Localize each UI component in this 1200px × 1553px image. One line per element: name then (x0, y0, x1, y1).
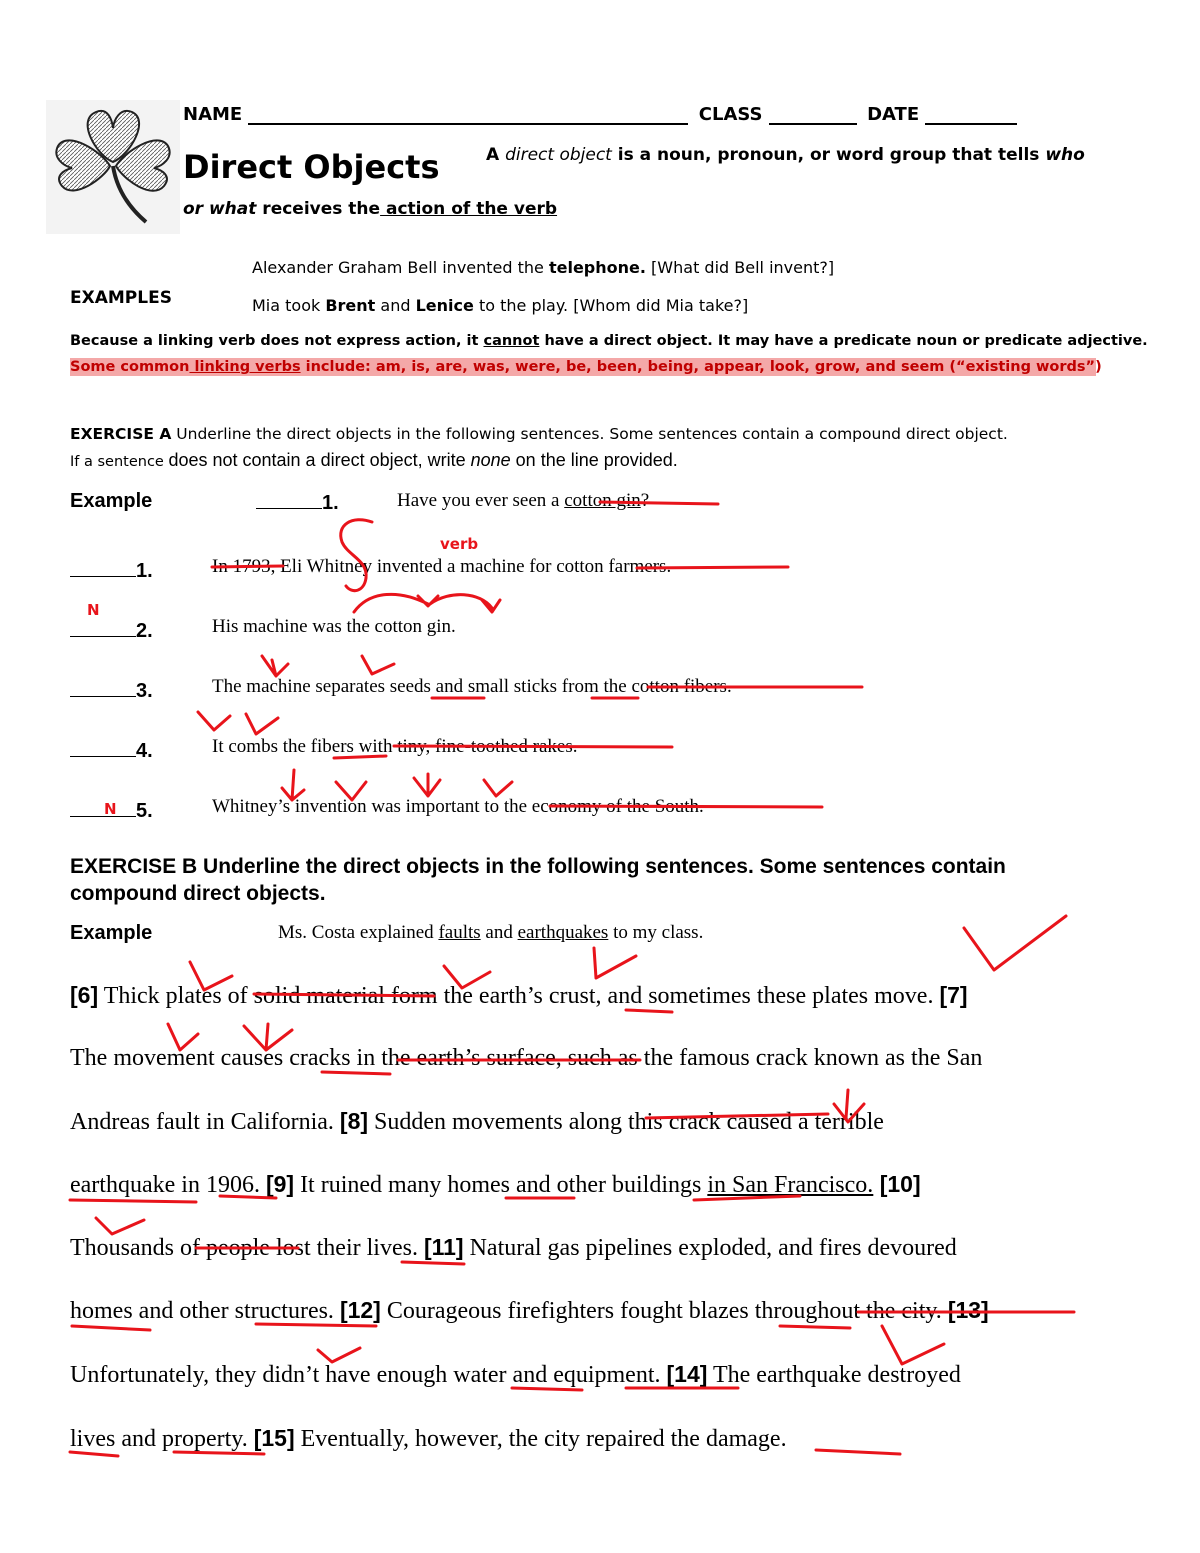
answer-blank[interactable] (70, 678, 136, 697)
exercise-b-instructions: EXERCISE B Underline the direct objects in the following sentences. Some sentences contain (70, 855, 1006, 878)
date-field[interactable] (925, 123, 1017, 125)
paragraph-line-7: Unfortunately, they didn’t have enough water and equipment. [14] The earthquake destroyed (70, 1361, 961, 1388)
exercise-a-example-label: Example (70, 490, 153, 512)
item-1-number: 1. (70, 558, 153, 583)
linking-rule: Because a linking verb does not express action, it cannot have a direct object. It may have a predicate noun or predicate adjective. (70, 333, 1148, 349)
examples-label: EXAMPLES (70, 288, 172, 308)
answer-blank[interactable] (70, 618, 136, 637)
example-2: Mia took Brent and Lenice to the play. [Whom did Mia take?] (252, 296, 749, 315)
definition-line-1: A direct object is a noun, pronoun, or word group that tells who (486, 145, 1085, 165)
underline-mark (322, 1072, 390, 1074)
class-label: CLASS (698, 104, 763, 125)
item-2-sentence: His machine was the cotton gin. (212, 616, 456, 637)
date-label: DATE (867, 104, 920, 125)
underline-mark (402, 1262, 464, 1264)
underline-mark (780, 1326, 850, 1328)
verb-annotation: verb (440, 535, 479, 553)
underline-mark (72, 1326, 150, 1330)
definition-line-2: or what receives the action of the verb (183, 199, 558, 219)
arrow-mark (262, 656, 288, 676)
exercise-a-example-number: 1. (256, 490, 339, 515)
item-3-number: 3. (70, 678, 153, 703)
shamrock-icon (46, 100, 180, 234)
item-4-number: 4. (70, 738, 153, 763)
arrow-mark (484, 780, 512, 796)
arrow-mark (96, 1218, 144, 1234)
example-answer-blank (256, 490, 322, 509)
answer-blank[interactable] (70, 558, 136, 577)
exercise-b-example-sentence: Ms. Costa explained faults and earthquakes to my class. (278, 922, 704, 943)
paragraph-line-5: Thousands of people lost their lives. [11] Natural gas pipelines exploded, and fires devoured (70, 1234, 957, 1261)
arrow-mark (318, 1348, 360, 1362)
item-5-answer: N (104, 800, 117, 818)
underline-mark (626, 1010, 672, 1012)
exercise-a-instructions-2: If a sentence does not contain a direct object, write none on the line provided. (70, 450, 678, 470)
example-1: Alexander Graham Bell invented the telephone. [What did Bell invent?] (252, 258, 835, 277)
exercise-a-instructions: EXERCISE A Underline the direct objects in the following sentences. Some sentences contain a compound direct object. (70, 425, 1008, 443)
item-1-sentence: In 1793, Eli Whitney invented a machine for cotton farmers. (212, 556, 672, 577)
item-5-number: 5. (70, 798, 153, 823)
paragraph-line-4: earthquake in 1906. [9] It ruined many homes and other buildings in San Francisco. [10] (70, 1171, 921, 1198)
linking-verbs-list: Some common linking verbs include: am, is, are, was, were, be, been, being, appear, look, grow, and seem (“existing words”) (70, 359, 1102, 375)
page-title: Direct Objects (183, 148, 440, 186)
answer-blank[interactable] (70, 738, 136, 757)
arrow-mark (362, 656, 394, 674)
arrow-mark (414, 774, 440, 796)
name-label: NAME (183, 104, 243, 125)
exercise-a-example-sentence: Have you ever seen a cotton gin? (397, 490, 650, 511)
item-2-answer: N (87, 601, 100, 619)
item-5-sentence: Whitney’s invention was important to the economy of the South. (212, 796, 704, 817)
underline-mark (816, 1450, 900, 1454)
item-2-number: 2. (70, 618, 153, 643)
exercise-b-instructions-2: compound direct objects. (70, 882, 326, 905)
name-field[interactable] (248, 123, 688, 125)
item-3-sentence: The machine separates seeds and small sticks from the cotton fibers. (212, 676, 732, 697)
paragraph-line-1: [6] Thick plates of solid material form the earth’s crust, and sometimes these plates move. [7] (70, 982, 968, 1009)
arrow-mark (198, 712, 230, 730)
item-4-sentence: It combs the fibers with tiny, fine-toothed rakes. (212, 736, 578, 757)
paragraph-line-2: The movement causes cracks in the earth’s surface, such as the famous crack known as the San (70, 1045, 983, 1071)
arrow-mark (246, 714, 278, 734)
paragraph-line-3: Andreas fault in California. [8] Sudden movements along this crack caused a terrible (70, 1108, 884, 1135)
exercise-b-example-label: Example (70, 922, 153, 944)
answer-blank[interactable] (70, 798, 136, 817)
class-field[interactable] (769, 123, 857, 125)
arrow-mark (882, 1326, 944, 1364)
check-mark (964, 916, 1066, 970)
arc-arrow-mark (354, 594, 500, 612)
shamrock-logo (46, 100, 180, 234)
paragraph-line-8: lives and property. [15] Eventually, however, the city repaired the damage. (70, 1425, 787, 1452)
arrow-mark (594, 948, 636, 978)
paragraph-line-6: homes and other structures. [12] Courageous firefighters fought blazes throughout the city. [13] (70, 1297, 989, 1324)
header-row (183, 104, 1017, 125)
